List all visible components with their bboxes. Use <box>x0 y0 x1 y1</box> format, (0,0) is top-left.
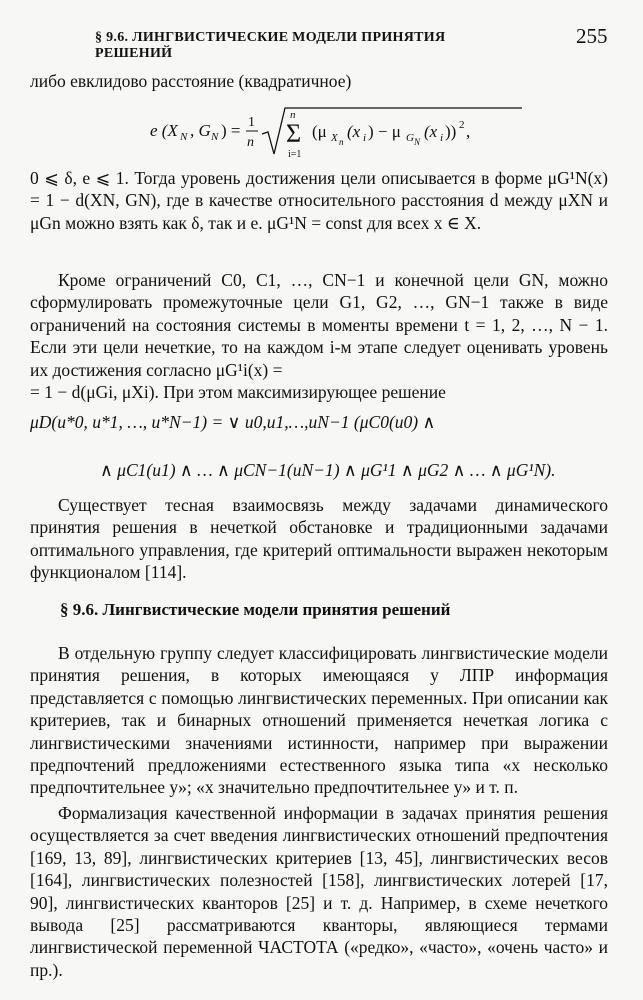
svg-text:2: 2 <box>459 119 465 131</box>
running-title: § 9.6. ЛИНГВИСТИЧЕСКИЕ МОДЕЛИ ПРИНЯТИЯ РЕШЕНИЙ <box>95 30 446 61</box>
svg-text:, G: , G <box>190 121 211 140</box>
svg-text:) − μ: ) − μ <box>368 122 401 141</box>
formula-max-line-1: μD(u*0, u*1, …, u*N−1) = ∨ u0,u1,…,uN−1 (μC0(u0) ∧ <box>30 412 436 432</box>
svg-text:n: n <box>339 137 344 147</box>
svg-text:e (X: e (X <box>150 121 178 140</box>
paragraph-2: Кроме ограничений C0, C1, …, CN−1 и конечной цели GN, можно сформулировать промежуточные цели G1, G2, …, GN−1 также в виде ограничений на состояния системы в моменты времени t = 1, 2, …, N − 1. Если эти цели нечеткие, то на каждом i-м этапе следует оценивать уровень их достижения согласно μG¹i(x) = <box>30 270 608 380</box>
section-heading: § 9.6. Лингвистические модели принятия решений <box>60 600 451 619</box>
svg-text:1: 1 <box>248 115 255 130</box>
svg-text:(x: (x <box>347 122 361 141</box>
paragraph-2-end: = 1 − d(μGi, μXi). При этом максимизирующее решение <box>30 382 446 402</box>
formula-distance <box>150 104 530 160</box>
formula-distance-svg <box>150 104 530 160</box>
svg-text:(μ: (μ <box>312 122 327 141</box>
svg-text:n: n <box>290 109 296 121</box>
paragraph-3: Существует тесная взаимосвязь между задачами динамического принятия решения в нечеткой обстановке и традиционными задачами оптимального управления, где критерий оптимальности выражен некоторым функционалом [114]. <box>30 495 608 583</box>
formula-max-line-2: ∧ μC1(u1) ∧ … ∧ μCN−1(uN−1) ∧ μG¹1 ∧ μG2 ∧ … ∧ μG¹N). <box>100 460 556 480</box>
svg-text:N: N <box>211 131 219 143</box>
paragraph-5: Формализация качественной информации в задачах принятия решения осуществляется за счет введения лингвистических отношений предпочтения [169, 13, 89], лингвистических критериев [13, 45], лингвистических весов [164], лингвистических полезностей [158], лингвистических лотерей [17, 90], лингвистических кванторов [25] и т. д. Например, в схеме нечеткого вывода [25] рассматриваются кванторы, являющиеся термами лингвистической переменной ЧАСТОТА («редко», «часто», «очень часто» и пр.). <box>30 803 608 980</box>
svg-text:G: G <box>406 132 414 144</box>
svg-text:N: N <box>180 131 188 143</box>
intro-line: либо евклидово расстояние (квадратичное) <box>30 71 352 91</box>
paragraph-1: 0 ⩽ δ, e ⩽ 1. Тогда уровень достижения цели описывается в форме μG¹N(x) = 1 − d(XN, GN), где в качестве относительного расстояния d между μXN и μGn можно взять как δ, так и e. μG¹N = const для всех x ∈ X. <box>30 168 608 233</box>
paragraph-4: В отдельную группу следует классифицировать лингвистические модели принятия решения, в которых имеющаяся у ЛПР информация представляется с помощью лингвистических переменных. При описании как критериев, так и бинарных отношений применяется нечеткая логика с лингвистическими значениями истинности, например при выражении предпочтений предложениями естественного языка типа «x несколько предпочтительнее y»; «x значительно предпочтительнее y» и т. п. <box>30 643 608 798</box>
svg-text:i: i <box>440 132 444 144</box>
svg-text:N: N <box>414 137 421 147</box>
svg-text:i: i <box>363 132 367 144</box>
svg-text:X: X <box>331 132 338 144</box>
svg-text:,: , <box>466 122 471 141</box>
page-number: 255 <box>576 24 608 48</box>
svg-text:(x: (x <box>424 122 438 141</box>
svg-text:Σ: Σ <box>286 119 302 148</box>
svg-text:) =: ) = <box>221 121 241 140</box>
svg-text:)): )) <box>445 122 457 141</box>
svg-text:n: n <box>247 135 254 150</box>
svg-text:i=1: i=1 <box>288 149 302 160</box>
